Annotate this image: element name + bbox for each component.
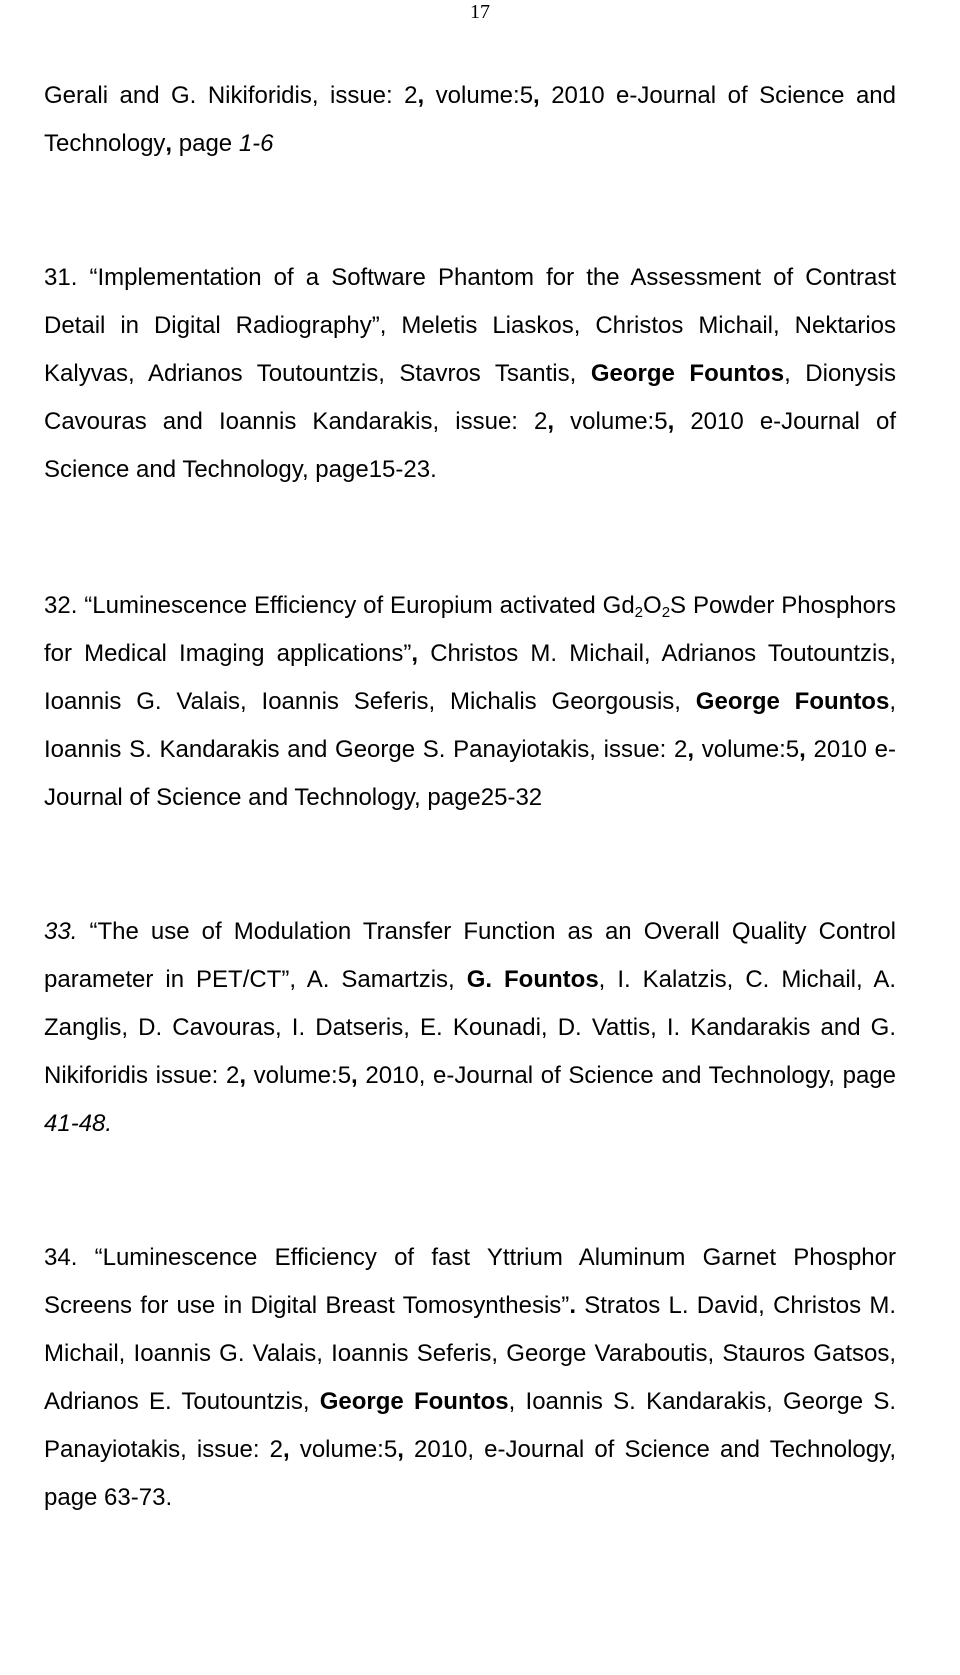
entry-text: , — [239, 1062, 247, 1089]
entry-text: O — [643, 592, 662, 619]
highlighted-author: George Fountos — [590, 360, 785, 387]
entry-text: Gerali and G. Nikiforidis, issue: 2 — [44, 82, 418, 109]
entry-number: 32. — [44, 592, 78, 619]
entry-text: . — [569, 1292, 576, 1319]
entry-text: , Ioannis S. Kandarakis and George S. Panayiotakis, issue: 2 — [44, 688, 896, 763]
entry-pages: 41-48. — [44, 1110, 113, 1137]
entry-text: 2010 e-Journal of Science and Technology, page25-32 — [44, 736, 896, 811]
entry-text: volume:5 — [554, 408, 668, 435]
entry-text: , — [417, 82, 425, 109]
list-item — [44, 72, 896, 168]
highlighted-author: George Fountos — [319, 1388, 509, 1415]
list-item — [44, 254, 896, 494]
entry-text: “Implementation of a Software Phantom for the Assessment of Contrast Detail in Digital Radiography”, Meletis Liaskos, Christos Michail, Nektarios Kalyvas, Adrianos Toutountzis, Stavros Tsantis, — [44, 264, 896, 387]
entry-text: “Luminescence Efficiency of fast Yttrium Aluminum Garnet Phosphor Screens for use in Digital Breast Tomosynthesis” — [44, 1244, 896, 1319]
entry-pages: 1-6 — [238, 130, 274, 157]
entry-text: , I. Kalatzis, C. Michail, A. Zanglis, D. Cavouras, I. Datseris, E. Kounadi, D. Vattis, I. Kandarakis and G. Nikiforidis issue: 2 — [44, 966, 897, 1089]
entry-number: 33. — [44, 918, 78, 945]
entry-text: Stratos L. David, Christos M. Michail, Ioannis G. Valais, Ioannis Seferis, George Varaboutis, Stauros Gatsos, Adrianos E. Toutountzis, — [44, 1292, 897, 1415]
entry-text: , Ioannis S. Kandarakis, George S. Panayiotakis, issue: 2 — [44, 1388, 896, 1463]
entry-text: Christos M. Michail, Adrianos Toutountzis, Ioannis G. Valais, Ioannis Seferis, Michalis Georgousis, — [44, 640, 896, 715]
entry-text: , — [799, 736, 806, 763]
entry-text: , — [533, 82, 540, 109]
list-item — [44, 1234, 896, 1522]
entry-text: volume:5 — [424, 82, 534, 109]
page-number: 17 — [470, 1, 490, 23]
entry-text: volume:5 — [289, 1436, 398, 1463]
entry-text: 2010 e-Journal of Science and Technology — [44, 82, 896, 157]
entry-text: page — [172, 130, 239, 157]
entry-text: , — [283, 1436, 290, 1463]
entry-text: “Luminescence Efficiency of Europium activated Gd — [77, 592, 635, 619]
publication-list — [44, 72, 896, 1522]
entry-text: , — [667, 408, 675, 435]
highlighted-author: G. Fountos — [466, 966, 599, 993]
entry-text: , — [397, 1436, 404, 1463]
entry-text: 2010, e-Journal of Science and Technology, page 63-73. — [44, 1436, 896, 1511]
subscript: 2 — [661, 604, 671, 621]
entry-text: “The use of Modulation Transfer Function as an Overall Quality Control parameter in PET/CT”, A. Samartzis, — [44, 918, 896, 993]
entry-number: 34. — [44, 1244, 78, 1271]
entry-text: volume:5 — [246, 1062, 352, 1089]
entry-text: S Powder Phosphors for Medical Imaging applications” — [44, 592, 896, 667]
entry-text: , Dionysis Cavouras and Ioannis Kandarakis, issue: 2 — [44, 360, 896, 435]
list-item — [44, 582, 896, 822]
subscript: 2 — [634, 604, 644, 621]
entry-text: , — [351, 1062, 358, 1089]
entry-text: , — [165, 130, 173, 157]
entry-text: , — [411, 640, 419, 667]
entry-text: , — [547, 408, 555, 435]
entry-text: volume:5 — [694, 736, 800, 763]
highlighted-author: George Fountos — [695, 688, 890, 715]
entry-text: , — [687, 736, 695, 763]
entry-text: 2010, e-Journal of Science and Technology, page — [357, 1062, 896, 1089]
entry-number: 31. — [44, 264, 78, 291]
entry-text: 2010 e-Journal of Science and Technology, page15-23. — [44, 408, 896, 483]
list-item — [44, 908, 896, 1148]
